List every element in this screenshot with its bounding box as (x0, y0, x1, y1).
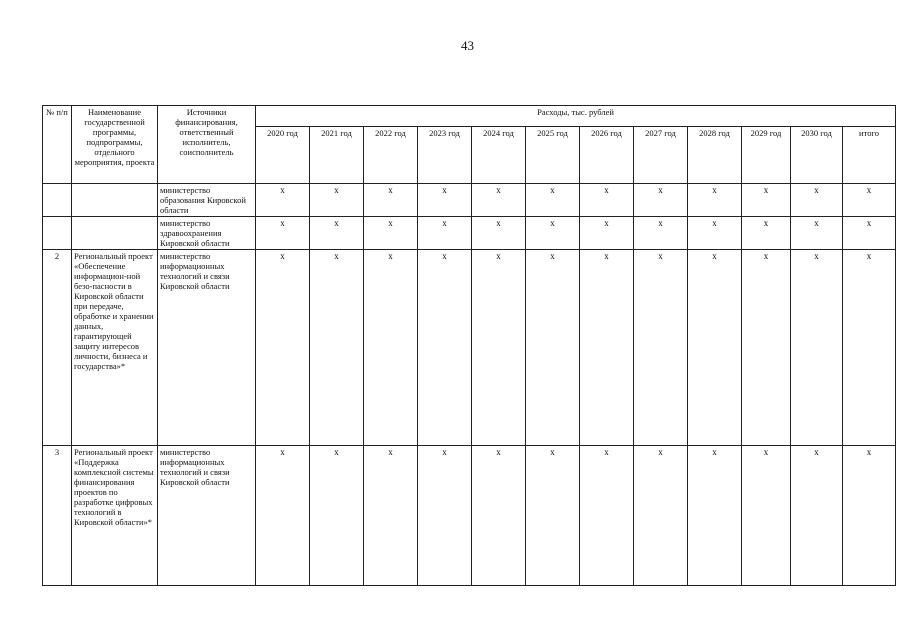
row-source: министерство образования Кировской области (158, 184, 256, 217)
cell-value: x (580, 250, 634, 446)
cell-value: x (418, 184, 472, 217)
header-num: № п/п (43, 106, 72, 184)
cell-value: x (843, 446, 896, 586)
table-row (43, 446, 896, 586)
header-year: 2029 год (742, 127, 791, 184)
row-source: министерство здравоохранения Кировской области (158, 217, 256, 250)
header-expenses: Расходы, тыс. рублей (256, 106, 896, 127)
cell-value: x (580, 184, 634, 217)
cell-value: x (791, 250, 843, 446)
row-num (43, 184, 72, 217)
cell-value: x (526, 184, 580, 217)
cell-value: x (843, 184, 896, 217)
row-name: Региональный проект «Обеспечение информацион-ной безо-пасности в Кировской области при передаче, обработке и хранении данных, гарантирующей защиту интересов личности, бизнеса и государства»* (72, 250, 158, 446)
cell-value: x (688, 184, 742, 217)
cell-value: x (843, 250, 896, 446)
cell-value: x (472, 446, 526, 586)
cell-value: x (256, 217, 310, 250)
cell-value: x (418, 217, 472, 250)
header-year: 2022 год (364, 127, 418, 184)
cell-value: x (742, 184, 791, 217)
header-sources: Источники финансирования, ответственный исполнитель, соисполнитель (158, 106, 256, 184)
cell-value: x (688, 217, 742, 250)
cell-value: x (472, 184, 526, 217)
header-year: 2024 год (472, 127, 526, 184)
header-name: Наименование государственной программы, подпрограммы, отдельного мероприятия, проекта (72, 106, 158, 184)
cell-value: x (526, 446, 580, 586)
cell-value: x (580, 217, 634, 250)
cell-value: x (310, 446, 364, 586)
cell-value: x (364, 184, 418, 217)
cell-value: x (634, 184, 688, 217)
header-year: 2027 год (634, 127, 688, 184)
cell-value: x (843, 217, 896, 250)
cell-value: x (791, 184, 843, 217)
expenses-table (42, 105, 896, 586)
header-year: 2020 год (256, 127, 310, 184)
cell-value: x (364, 250, 418, 446)
cell-value: x (256, 250, 310, 446)
table-row (43, 184, 896, 217)
row-num: 3 (43, 446, 72, 586)
table-row (43, 250, 896, 446)
cell-value: x (418, 446, 472, 586)
cell-value: x (472, 250, 526, 446)
header-year: 2025 год (526, 127, 580, 184)
cell-value: x (256, 184, 310, 217)
header-year: 2028 год (688, 127, 742, 184)
header-total: итого (843, 127, 896, 184)
cell-value: x (634, 446, 688, 586)
cell-value: x (580, 446, 634, 586)
cell-value: x (634, 250, 688, 446)
row-source: министерство информационных технологий и связи Кировской области (158, 250, 256, 446)
cell-value: x (364, 217, 418, 250)
cell-value: x (742, 217, 791, 250)
cell-value: x (634, 217, 688, 250)
header-year: 2030 год (791, 127, 843, 184)
cell-value: x (472, 217, 526, 250)
row-source: министерство информационных технологий и связи Кировской области (158, 446, 256, 586)
cell-value: x (791, 217, 843, 250)
cell-value: x (688, 446, 742, 586)
cell-value: x (526, 217, 580, 250)
cell-value: x (742, 250, 791, 446)
row-name: Региональный проект «Поддержка комплексной системы финансирования проектов по разработке цифровых технологий в Кировской области»* (72, 446, 158, 586)
header-year: 2021 год (310, 127, 364, 184)
row-num: 2 (43, 250, 72, 446)
table-row (43, 217, 896, 250)
cell-value: x (526, 250, 580, 446)
header-year: 2026 год (580, 127, 634, 184)
cell-value: x (310, 184, 364, 217)
cell-value: x (310, 250, 364, 446)
cell-value: x (310, 217, 364, 250)
cell-value: x (256, 446, 310, 586)
row-name (72, 217, 158, 250)
cell-value: x (364, 446, 418, 586)
row-name (72, 184, 158, 217)
row-num (43, 217, 72, 250)
cell-value: x (742, 446, 791, 586)
cell-value: x (791, 446, 843, 586)
page-number: 43 (461, 38, 474, 53)
header-year: 2023 год (418, 127, 472, 184)
cell-value: x (688, 250, 742, 446)
cell-value: x (418, 250, 472, 446)
header-row (43, 106, 896, 127)
